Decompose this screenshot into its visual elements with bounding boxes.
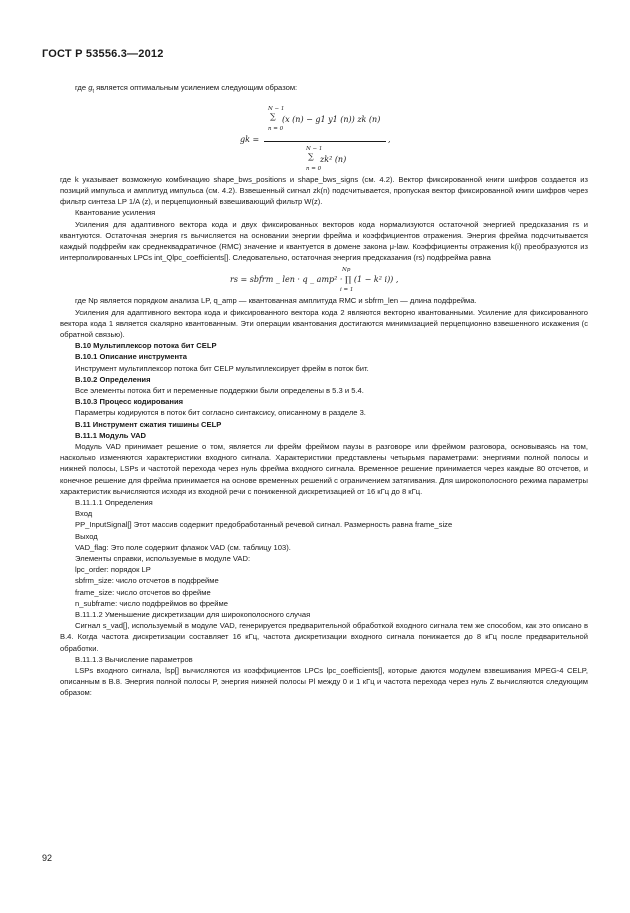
- den-sum-sign: ∑: [308, 151, 314, 161]
- paragraph-gain-intro: где $g_t$ является оптимальным усилением следующим образом:: [75, 83, 298, 95]
- prod-upper-limit: Np: [342, 267, 351, 274]
- paragraph-lsp-params: LSPs входного сигнала, lsp[] вычисляются из коэффициентов LPCs lpc_coefficients[], которые даются модулем взвешивания MPEG-4 CELP, описанным в В.8. Энергия полной полосы P, энергия нижней полосы Pl между 0 и 1 кГц и частота перехода через нуль Z вычисляются следующим образом:: [60, 666, 588, 698]
- page-number: 92: [42, 853, 53, 863]
- item-vad-flag: VAD_flag: Это поле содержит флажок VAD (см. таблицу 103).: [75, 542, 291, 552]
- num-body: (x (n) − g1 y1 (n)) zk (n): [282, 114, 381, 124]
- formula-optimal-gain: [60, 98, 588, 174]
- formula-lhs: gk =: [240, 134, 260, 144]
- formula-residual-energy: [60, 263, 588, 295]
- paragraph-vad: Модуль VAD принимает решение о том, является ли фрейм фреймом паузы в разговоре или фреймом разговора, основываясь на том, насколько изменяются характеристики входного сигнала. Характеристики представлены четырьмя параметрами: энергиями полной полосы и нижней полосы, LSPs и частотой перехода через нуль фрейма входного сигнала. Временное решение принимается через каждые 80 отсчетов, и конечное решение для фрейма принимается на основе временных решений с ограничением затягивания. Для широкополосного режима параметры характеристик вычисляются исходя из входной речи с пониженной дискретизацией от 16 кГц до 8 кГц.: [60, 441, 588, 496]
- fraction-bar: [264, 141, 386, 142]
- heading-b10-1: В.10.1 Описание инструмента: [75, 352, 188, 362]
- item-lpc-order: lpc_order: порядок LP: [75, 565, 151, 575]
- item-n-subframe: n_subframe: число подфреймов во фрейме: [75, 598, 228, 608]
- subheading-b11-1-1: В.11.1.1 Определения: [75, 498, 153, 507]
- heading-b11-1: В.11.1 Модуль VAD: [75, 430, 147, 440]
- heading-b11: В.11 Инструмент сжатия тишины CELP: [75, 419, 222, 429]
- label-help-elements: Элементы справки, используемые в модуле VAD:: [75, 554, 251, 564]
- subheading-b11-1-2: В.11.1.2 Уменьшение дискретизации для широкополосного случая: [75, 610, 311, 620]
- residual-energy-expr: rs = sbfrm _ len · q _ amp² · ∏ (1 − k² i)) ,: [230, 275, 399, 285]
- paragraph-vector-quant: Усиления для адаптивного вектора кода и фиксированного вектора кода 2 являются векторно квантованными. Усиление для фиксированного вектора кода 1 является скалярно квантованным. Эти операции квантования достигаются минимизацией перцепционно взвешенного искажения (с обратной связью).: [60, 307, 588, 339]
- heading-b10-2: В.10.2 Определения: [75, 374, 151, 384]
- num-sum-upper-limit: N − 1: [268, 105, 285, 112]
- paragraph-codebook: где k указывает возможную комбинацию shape_bws_positions и shape_bws_signs (см. 4.2). Вектор фиксированной книги шифров создается из позиций импульса и амплитуд импульса (см. 4.2). Взвешенный сигнал zk(n) подсчитывается, пропуская вектор фиксированной книги шифров через фильтр синтеза LP 1/A (z), и перцепционный взвешивающий фильтр W(z).: [60, 174, 588, 207]
- item-pp-input-signal: PP_InputSignal[] Этот массив содержит предобработанный речевой сигнал. Размерность равна frame_size: [75, 520, 453, 530]
- num-sum-sign: ∑: [270, 111, 276, 121]
- paragraph-definitions: Все элементы потока бит и переменные поддержки были определены в 5.3 и 5.4.: [75, 385, 364, 395]
- subheading-b11-1-3: В.11.1.3 Вычисление параметров: [75, 654, 193, 664]
- item-sbfrm-size: sbfrm_size: число отсчетов в подфрейме: [75, 576, 219, 586]
- den-body: zk² (n): [320, 154, 347, 164]
- heading-b10: В.10 Мультиплексор потока бит CELP: [75, 341, 217, 351]
- paragraph-downsampling: Сигнал s_vad[], используемый в модуле VAD, генерируется предварительной обработкой входного сигнала тем же способом, как это описано в В.4. Когда частота дискретизации составляет 16 кГц, частота дискретизации входного сигнала понижается до 8 кГц после предварительной обработки.: [60, 621, 588, 653]
- document-header: ГОСТ Р 53556.3—2012: [42, 48, 164, 60]
- num-sum-lower-limit: n = 0: [268, 125, 284, 132]
- den-sum-upper-limit: N − 1: [306, 145, 323, 152]
- formula-comma: ,: [388, 134, 391, 144]
- prod-lower-limit: i = 1: [340, 287, 354, 294]
- paragraph-residual-energy: Усиления для адаптивного вектора кода и двух фиксированных векторов кода нормализуются остаточной энергией предсказания rs и квантуются. Остаточная энергия rs вычисляется на основании энергии фрейма и коэффициентов отражения. Энергия фрейма подсчитывается каждый подфрейм как среднеквадратичное (RMC) значение и квантуется в домене закона μ-law. Коэффициенты отражения k(i) преобразуются из интерполированных LPCs int_Qlpc_coefficients[]. Следовательно, остаточная энергия предсказания (rs) подфрейма равна: [60, 219, 588, 263]
- label-output: Выход: [75, 531, 98, 541]
- paragraph-encoding: Параметры кодируются в поток бит согласно синтаксису, описанному в разделе 3.: [75, 408, 366, 418]
- paragraph-mux: Инструмент мультиплексор потока бит CELP мультиплексирует фрейм в поток бит.: [75, 363, 369, 373]
- item-frame-size: frame_size: число отсчетов во фрейме: [75, 587, 211, 597]
- heading-b10-3: В.10.3 Процесс кодирования: [75, 397, 184, 407]
- page-content: [60, 82, 588, 699]
- subheading-gain-quantization: Квантование усиления: [75, 208, 156, 218]
- paragraph-np: где Np является порядком анализа LP, q_amp — квантованная амплитуда RMC и sbfrm_len — длина подфрейма.: [75, 296, 477, 306]
- den-sum-lower-limit: n = 0: [306, 165, 322, 172]
- label-input: Вход: [75, 509, 93, 519]
